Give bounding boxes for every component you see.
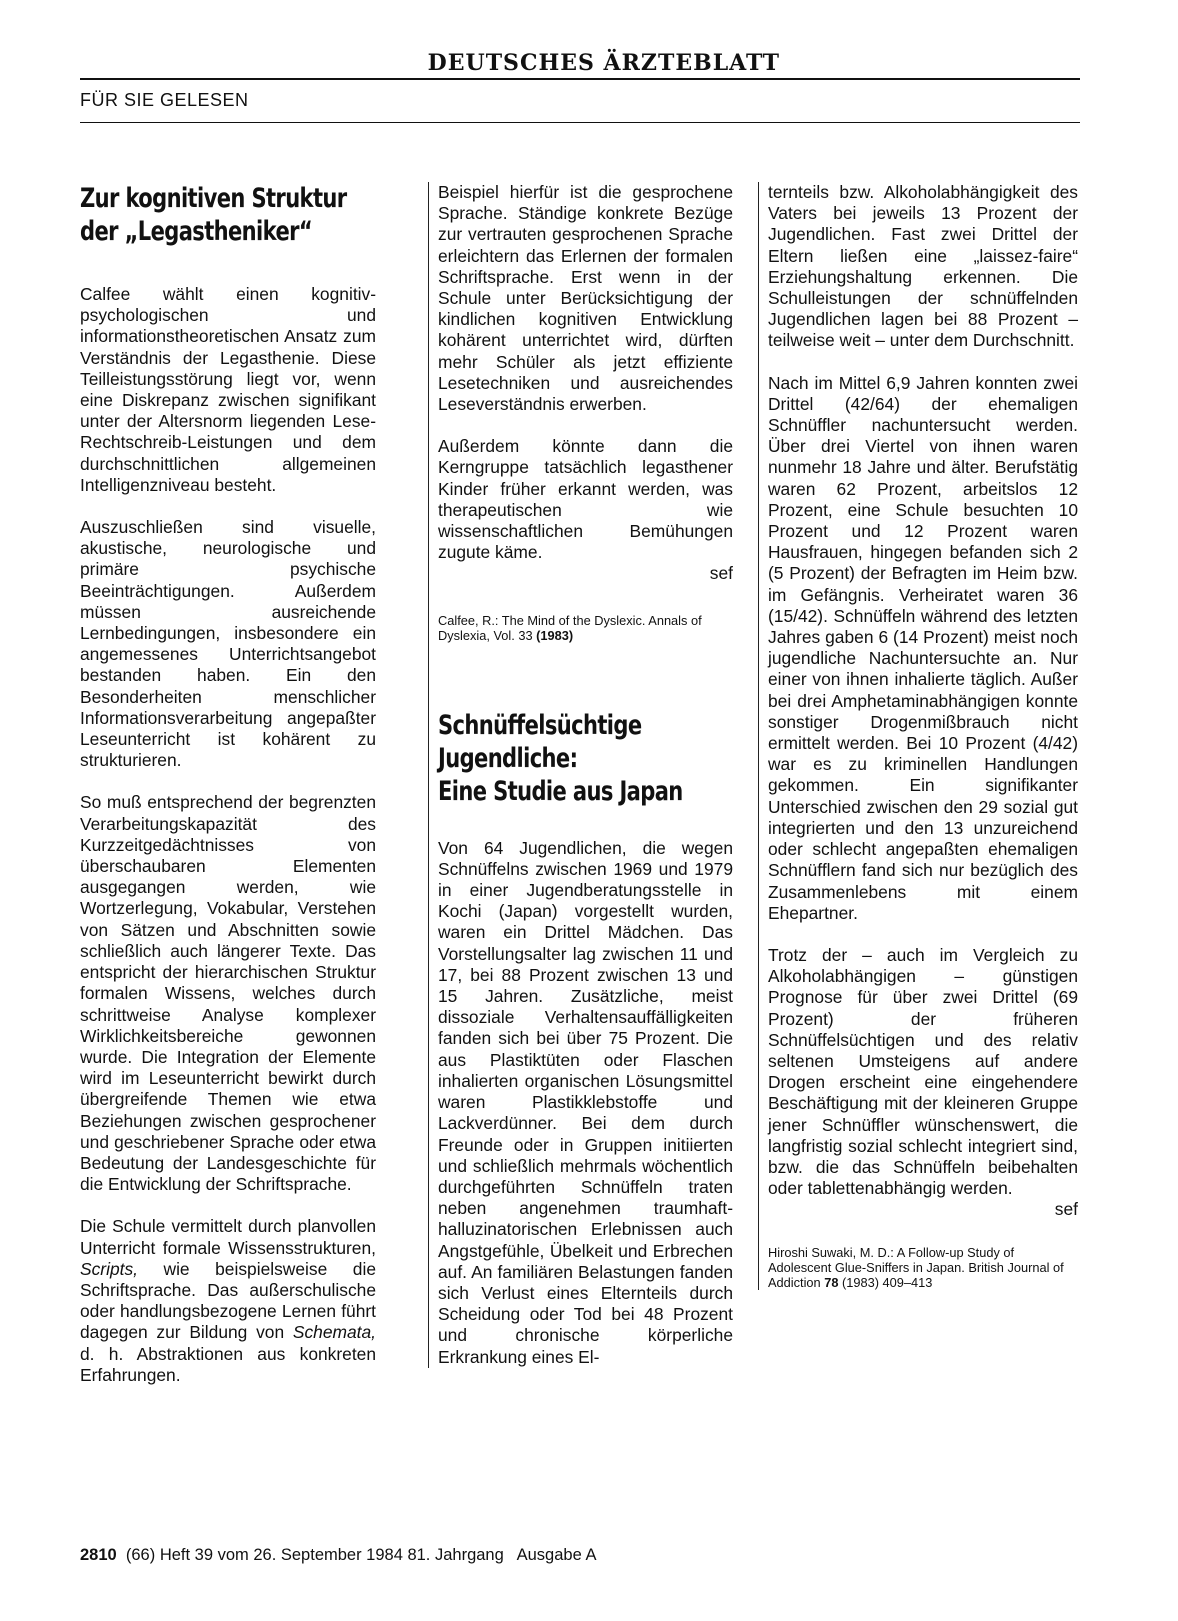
publication-title: DEUTSCHES ÄRZTEBLATT: [427, 50, 780, 76]
page-number: 2810: [80, 1546, 117, 1564]
paragraph: So muß entsprechend der begrenzten Verarbeitungskapazität des Kurzzeitgedächtnisses von überschaubaren Elementen ausgegangen werden, wie Wortzerlegung, Vokabular, Verstehen von Sätzen und Abschnitten sowie schließlich auch längerer Texte. Das entspricht der hierarchischen Struktur formalen Wissens, welches durch schrittweise Analyse komplexer Wirklichkeitsbereiche gewonnen wurde. Die Integration der Elemente wird im Leseunterricht bewirkt durch übergreifende Themen wie etwa Beziehungen zwischen gesprochener und geschriebener Sprache oder etwa Bedeutung der Landesgeschichte für die Entwicklung der Schriftsprache.: [80, 792, 376, 1195]
column-1: [80, 182, 376, 1386]
paragraph-text: wie beispielsweise die Schriftsprache. Das außerschulische oder handlungsbezogene Lernen führt dagegen zur Bildung von: [80, 1258, 376, 1343]
section-label: FÜR SIE GELESEN: [80, 90, 249, 110]
column-3: [758, 182, 1078, 1290]
headline-line: Schnüffelsüchtige: [438, 709, 642, 741]
reference-text: Hiroshi Suwaki, M. D.: A Follow-up Study of Adolescent Glue-Sniffers in Japan. British Journal of Addiction: [768, 1244, 1064, 1290]
masthead: [80, 48, 1080, 80]
headline-line: Eine Studie aus Japan: [438, 775, 683, 807]
article1-reference: [438, 613, 733, 643]
article2-headline: [438, 709, 734, 808]
emphasis: Schemata,: [292, 1322, 376, 1343]
reference-pages: (1983) 409–413: [842, 1274, 933, 1290]
headline-line: Jugendliche:: [438, 742, 578, 774]
paragraph: [80, 1216, 376, 1386]
emphasis: Scripts,: [80, 1258, 138, 1279]
article2-reference: [768, 1245, 1078, 1290]
paragraph-text: Trotz der – auch im Vergleich zu Alkoholabhängigen – günstigen Prognose für über zwei Drittel (69 Prozent) der früheren Schnüffelsüchtigen und des relativ seltenen Umsteigens auf andere Drogen erscheint eine eingehendere Beschäftigung mit der kleineren Gruppe jener Schnüffler wünschenswert, die langfristig sozial schlecht integriert sind, bzw. die das Schnüffeln beibehalten oder tablettenabhängig werden.: [768, 944, 1078, 1199]
paragraph: [768, 945, 1078, 1221]
paragraph: Auszuschließen sind visuelle, akustische, neurologische und primäre psychische Beeinträchtigungen. Außerdem müssen ausreichende Lernbedingungen, insbesondere ein angemessenes Unterrichtsangebot bestanden haben. Ein den Besonderheiten menschlicher Informationsverarbeitung angepaßter Leseunterricht ist kohärent zu strukturieren.: [80, 517, 376, 771]
paragraph: ternteils bzw. Alkoholabhängigkeit des Vaters bei jeweils 13 Prozent der Jugendlichen. Fast zwei Drittel der Eltern ließen eine „laissez-faire“ Erziehungshaltung erkennen. Die Schulleistungen der schnüffelnden Jugendlichen lagen bei 88 Prozent – teilweise weit – unter dem Durchschnitt.: [768, 182, 1078, 351]
paragraph: Von 64 Jugendlichen, die wegen Schnüffelns zwischen 1969 und 1979 in einer Jugendberatungsstelle in Kochi (Japan) vorgestellt wurden, waren ein Drittel Mädchen. Das Vorstellungsalter lag zwischen 11 und 17, bei 88 Prozent zwischen 13 und 15 Jahren. Zusätzliche, meist dissoziale Verhaltensauffälligkeiten fanden sich bei über 75 Prozent. Die aus Plastiktüten oder Flaschen inhalierten organischen Lösungsmittel waren Plastikklebstoffe und Lackverdünner. Bei dem durch Freunde oder in Gruppen initiierten und schließlich mehrmals wöchentlich durchgeführten Schnüffeln traten neben angenehmen traumhaft-halluzinatorischen Erlebnissen auch Angstgefühle, Übelkeit und Erbrechen auf. An familiären Belastungen fanden sich Verlust eines Elternteils durch Scheidung oder Tod bei 48 Prozent und chronische körperliche Erkrankung eines El-: [438, 837, 733, 1367]
headline-line: Zur kognitiven Struktur: [80, 183, 347, 214]
paragraph-text: Die Schule vermittelt durch planvollen Unterricht formale Wissensstrukturen,: [80, 1216, 376, 1258]
column-2: [428, 182, 733, 1368]
paragraph: Beispiel hierfür ist die gesprochene Sprache. Ständige konkrete Bezüge zur vertrauten gesprochenen Sprache erleichtern das Erlernen der formalen Schriftsprache. Erst wenn in der Schule unter Berücksichtigung der kindlichen kognitiven Entwicklung kohärent unterrichtet wird, dürften mehr Schüler als jetzt effiziente Lesetechniken und ausreichendes Leseverständnis erwerben.: [438, 182, 733, 415]
signature-line: [438, 563, 733, 584]
paragraph: Calfee wählt einen kognitiv-psychologischen und informationstheoretischen Ansatz zum Verständnis der Legasthenie. Diese Teilleistungsstörung liegt vor, wenn eine Diskrepanz zwischen signifikant unter der Altersnorm liegenden Lese-Rechtschreib-Leistungen und dem durchschnittlichen allgemeinen Intelligenzniveau besteht.: [80, 284, 376, 495]
headline-line: der „Legastheniker“: [80, 216, 313, 247]
author-signature: sef: [709, 563, 733, 584]
signature-line: [768, 1199, 1078, 1220]
page-footer: [80, 1546, 596, 1565]
paragraph: Nach im Mittel 6,9 Jahren konnten zwei Drittel (42/64) der ehemaligen Schnüffler nachuntersucht werden. Über drei Viertel von ihnen waren nunmehr 18 Jahre und älter. Berufstätig waren 62 Prozent, arbeitslos 12 Prozent, eine Schule besuchten 10 Prozent und 12 Prozent waren Hausfrauen, hingegen befanden sich 2 (5 Prozent) der Befragten im Heim bzw. im Gefängnis. Verheiratet waren 36 (15/42). Schnüffeln während des letzten Jahres gaben 6 (14 Prozent) meist noch jugendliche Nachuntersuchte an. Nur einer von ihnen inhalierte täglich. Außer bei drei Amphetaminabhängigen konnte sonstiger Drogenmißbrauch nicht ermittelt werden. Bei 10 Prozent (4/42) war es zu kriminellen Handlungen gekommen. Ein signifikanter Unterschied zwischen den 29 sozial gut integrierten und den 13 unzureichend oder schlecht angepaßten ehemaligen Schnüfflern fand sich nur bezüglich des Zusammenlebens mit einem Ehepartner.: [768, 372, 1078, 923]
paragraph-text: Außerdem könnte dann die Kerngruppe tatsächlich legasthener Kinder früher erkannt werden, was therapeutischen wie wissenschaftlichen Bemühungen zugute käme.: [438, 436, 733, 563]
paragraph: [438, 436, 733, 584]
article1-headline: [80, 182, 376, 248]
reference-volume: 78: [824, 1274, 839, 1290]
author-signature: sef: [1054, 1199, 1078, 1220]
issue-info: (66) Heft 39 vom 26. September 1984 81. Jahrgang Ausgabe A: [116, 1546, 597, 1564]
paragraph-text: d. h. Abstraktionen aus konkreten Erfahrungen.: [80, 1343, 376, 1385]
reference-year: (1983): [536, 627, 574, 643]
section-header: [80, 82, 1080, 123]
reference-text: Calfee, R.: The Mind of the Dyslexic. Annals of Dyslexia, Vol. 33: [438, 612, 702, 643]
